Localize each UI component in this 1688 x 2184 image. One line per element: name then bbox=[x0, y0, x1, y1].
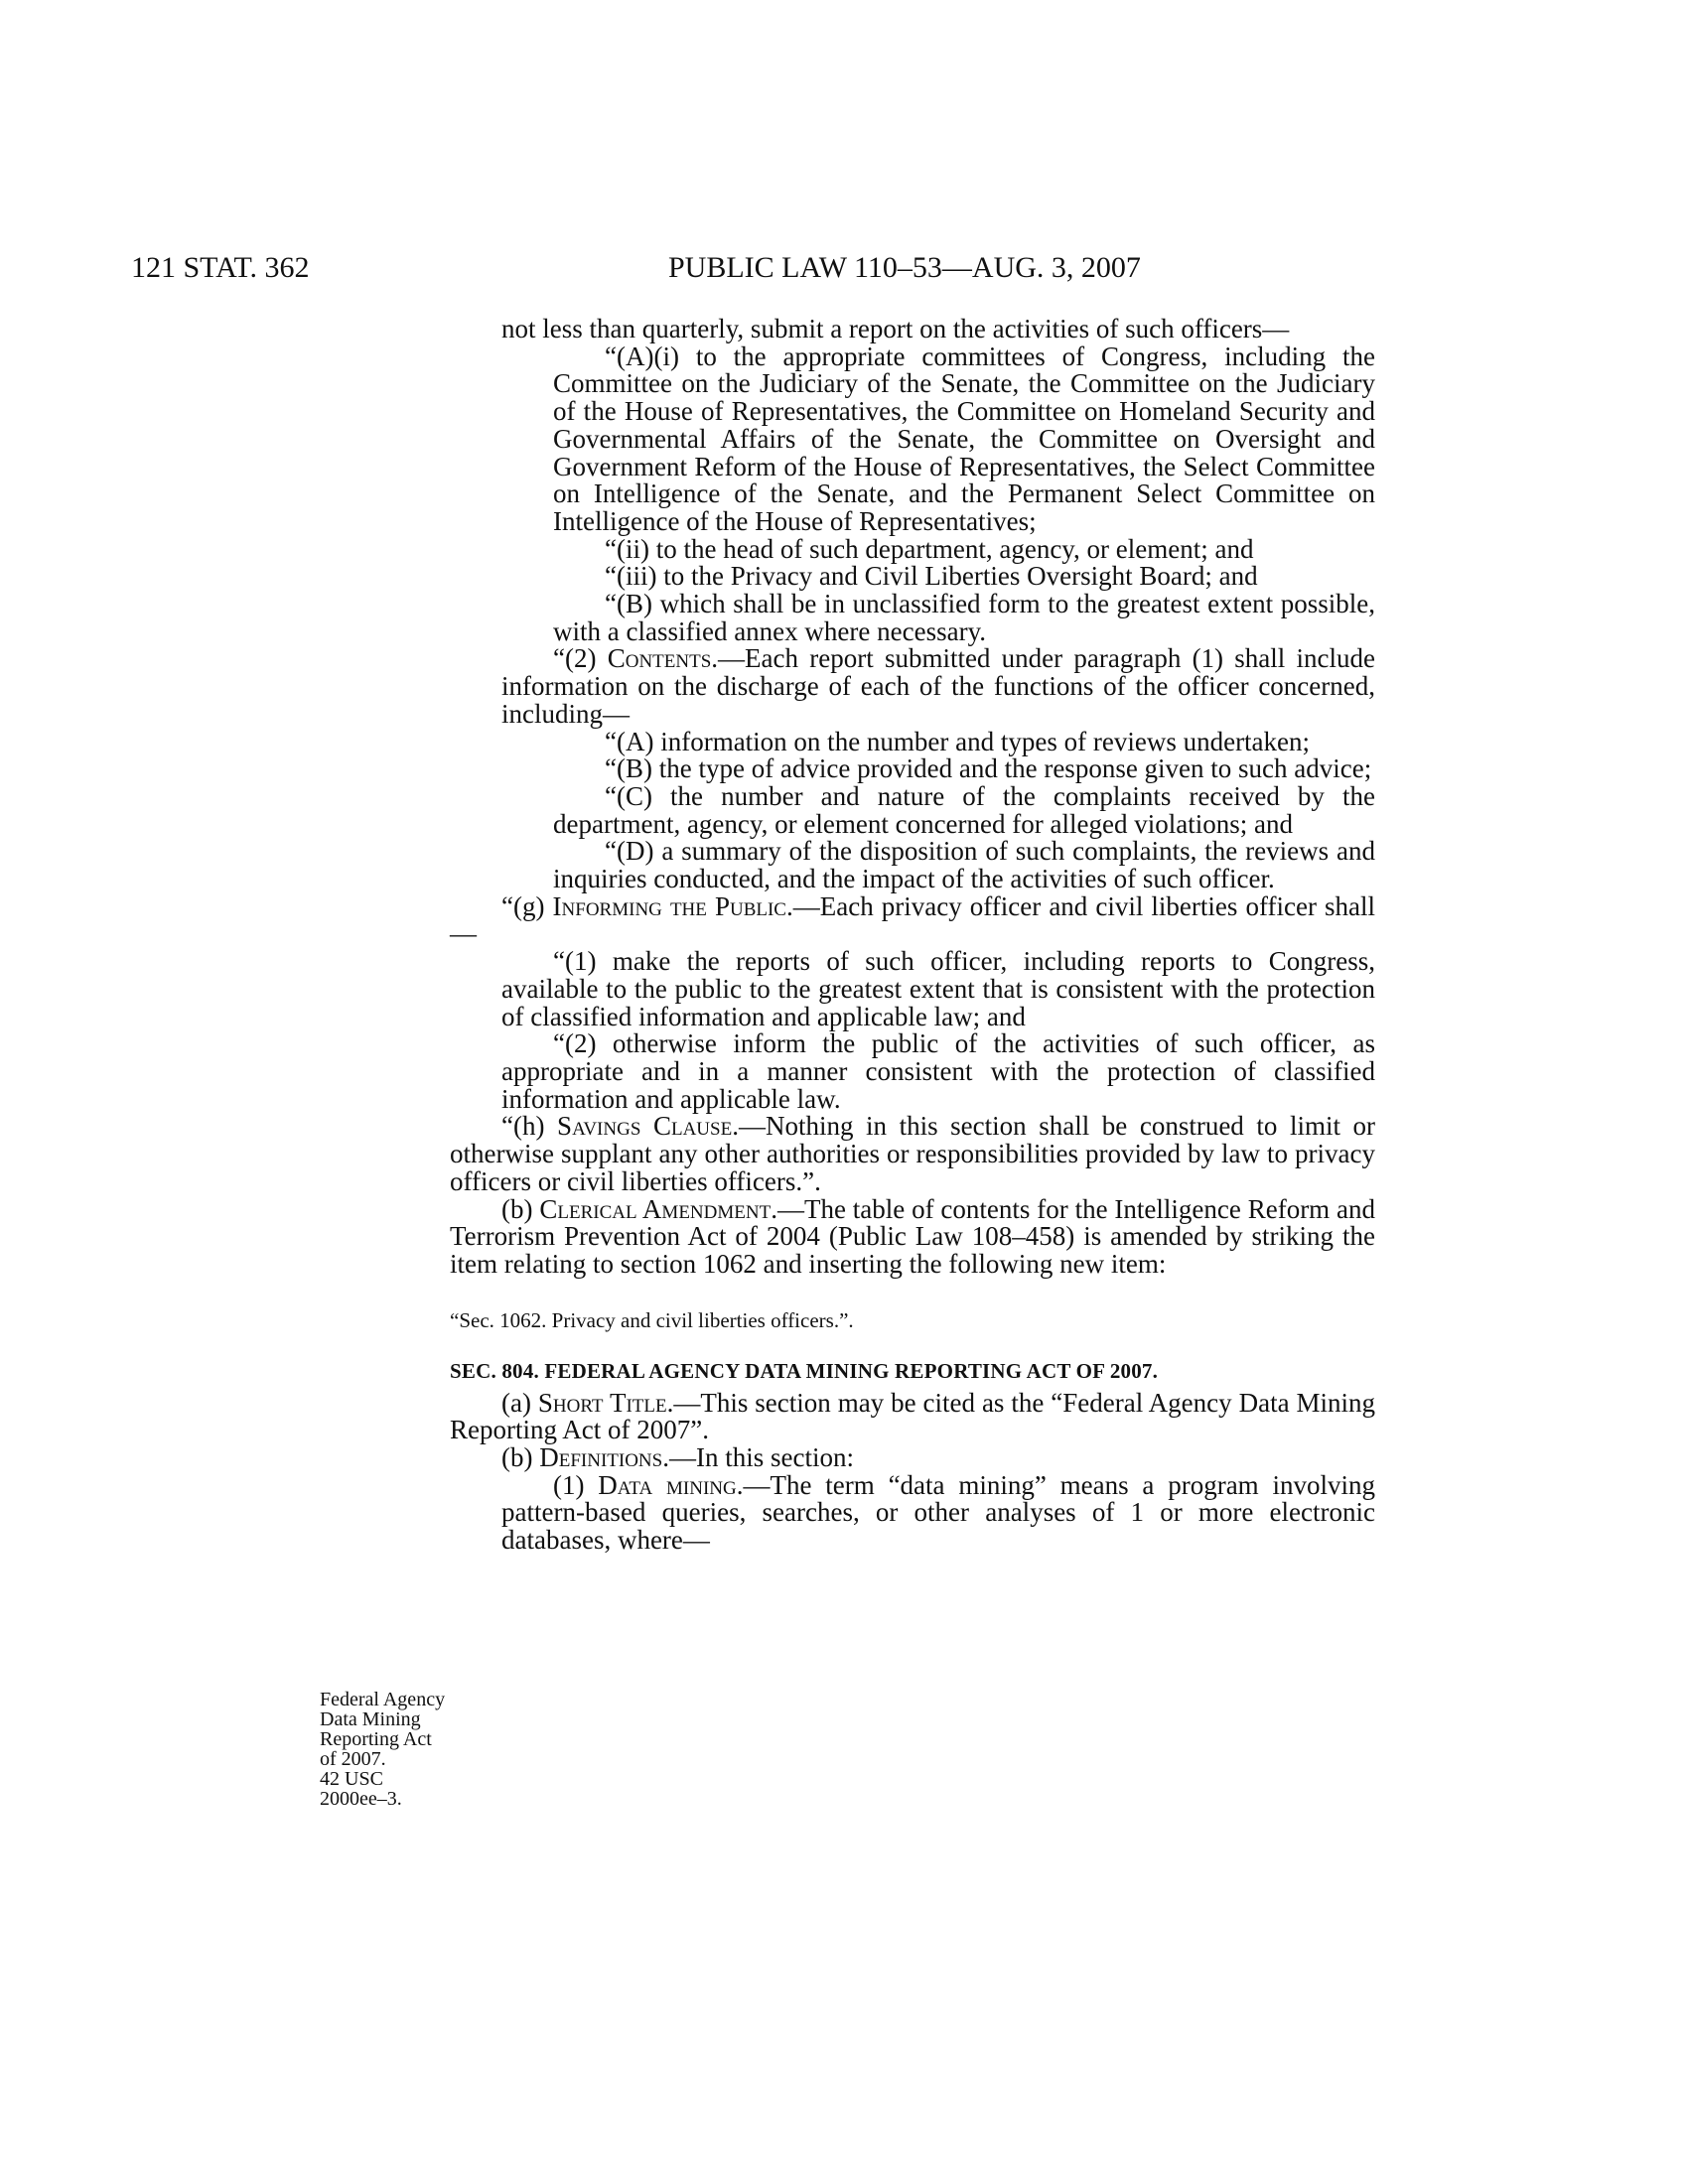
paragraph: “(C) the number and nature of the complaints received by the department, agency, or element concerned for alleged violations; and bbox=[553, 780, 1375, 839]
paragraph bbox=[450, 1193, 1376, 1279]
paragraph-heading: Informing the Public bbox=[552, 890, 786, 921]
paragraph: “(2) otherwise inform the public of the activities of such officer, as appropriate and in a manner consistent with the protection of classified information and applicable law. bbox=[501, 1028, 1375, 1114]
paragraph-lead: (b) bbox=[501, 1193, 540, 1224]
paragraph: “(1) make the reports of such officer, including reports to Congress, available to the public to the greatest extent that is consistent with the protection of classified information and applicable law; and bbox=[501, 946, 1375, 1031]
margin-note-line: Federal Agency bbox=[320, 1689, 446, 1710]
margin-note bbox=[320, 1690, 469, 1809]
paragraph: “(A) information on the number and types of reviews undertaken; bbox=[605, 726, 1311, 756]
paragraph-text: .—This section may be cited as the “Federal Agency Data Mining Reporting Act of 2007”. bbox=[450, 1387, 1376, 1445]
paragraph bbox=[450, 1113, 1375, 1195]
toc-item: “Sec. 1062. Privacy and civil liberties officers.”. bbox=[450, 1307, 854, 1332]
paragraph bbox=[450, 1444, 1375, 1472]
paragraph-heading: Data mining bbox=[598, 1469, 737, 1500]
paragraph-lead: (a) bbox=[501, 1387, 538, 1418]
paragraph-heading: Short Title bbox=[537, 1387, 667, 1418]
paragraph-text: .—Nothing in this section shall be construed to limit or otherwise supplant any other authorities or responsibilities provided by law to privacy officers or civil liberties officers.”. bbox=[450, 1111, 1376, 1196]
paragraph-heading: Contents bbox=[607, 643, 712, 674]
margin-note-line: 2000ee–3. bbox=[320, 1788, 402, 1810]
paragraph: “(B) which shall be in unclassified form to the greatest extent possible, with a classified annex where necessary. bbox=[553, 589, 1375, 646]
margin-note-line: 42 USC bbox=[320, 1768, 383, 1790]
page-number: 121 STAT. 362 bbox=[131, 251, 310, 284]
paragraph-text: .—In this section: bbox=[662, 1442, 854, 1473]
paragraph-lead: “(2) bbox=[553, 643, 608, 674]
paragraph-heading: Savings Clause bbox=[557, 1111, 733, 1142]
statute-body bbox=[450, 314, 1376, 1556]
paragraph-lead: “(g) bbox=[501, 890, 553, 921]
paragraph-text: .—The term “data mining” means a program involving pattern-based queries, searches, or other analyses of 1 or more electronic databases, where— bbox=[501, 1469, 1375, 1556]
paragraph-text: .—Each report submitted under paragraph (1) shall include information on the discharge of each of the functions of the officer concerned, including— bbox=[501, 643, 1375, 729]
paragraph-text: .—Each privacy officer and civil liberties officer shall— bbox=[450, 890, 1375, 949]
paragraph-heading: Clerical Amendment bbox=[539, 1193, 772, 1224]
paragraph-heading: Definitions bbox=[539, 1442, 663, 1473]
paragraph: “(ii) to the head of such department, agency, or element; and bbox=[605, 533, 1254, 564]
paragraph: not less than quarterly, submit a report on the activities of such officers— bbox=[501, 314, 1290, 343]
paragraph: “(B) the type of advice provided and the response given to such advice; bbox=[605, 753, 1372, 784]
paragraph: “(D) a summary of the disposition of such complaints, the reviews and inquiries conducted, and the impact of the activities of such officer. bbox=[553, 836, 1375, 894]
paragraph bbox=[450, 1387, 1376, 1445]
paragraph: “(A)(i) to the appropriate committees of Congress, including the Committee on the Judiciary of the Senate, the Committee on the Judiciary of the House of Representatives, the Committee on Homeland Security and Governmental Affairs of the Senate, the Committee on Oversight and Government Reform of the House of Representatives, the Select Committee on Intelligence of the Senate, and the Permanent Select Committee on Intelligence of the House of Representatives; bbox=[553, 341, 1375, 536]
paragraph-lead: (b) bbox=[501, 1442, 540, 1473]
margin-note-line: of 2007. bbox=[320, 1748, 386, 1770]
paragraph-lead: (1) bbox=[553, 1469, 599, 1500]
paragraph bbox=[450, 890, 1375, 949]
margin-note-line: Reporting Act bbox=[320, 1728, 432, 1750]
paragraph-text: .—The table of contents for the Intelligence Reform and Terrorism Prevention Act of 2004 (Public Law 108–458) is amended by striking the item relating to section 1062 and inserting the following new item: bbox=[450, 1193, 1376, 1279]
running-header-title: PUBLIC LAW 110–53—AUG. 3, 2007 bbox=[668, 251, 1141, 284]
paragraph bbox=[501, 1469, 1375, 1556]
paragraph: “(iii) to the Privacy and Civil Liberties Oversight Board; and bbox=[605, 561, 1258, 592]
margin-note-line: Data Mining bbox=[320, 1708, 421, 1730]
section-heading: SEC. 804. FEDERAL AGENCY DATA MINING REPORTING ACT OF 2007. bbox=[450, 1358, 1159, 1383]
paragraph-lead: “(h) bbox=[501, 1111, 558, 1142]
paragraph bbox=[501, 645, 1375, 728]
